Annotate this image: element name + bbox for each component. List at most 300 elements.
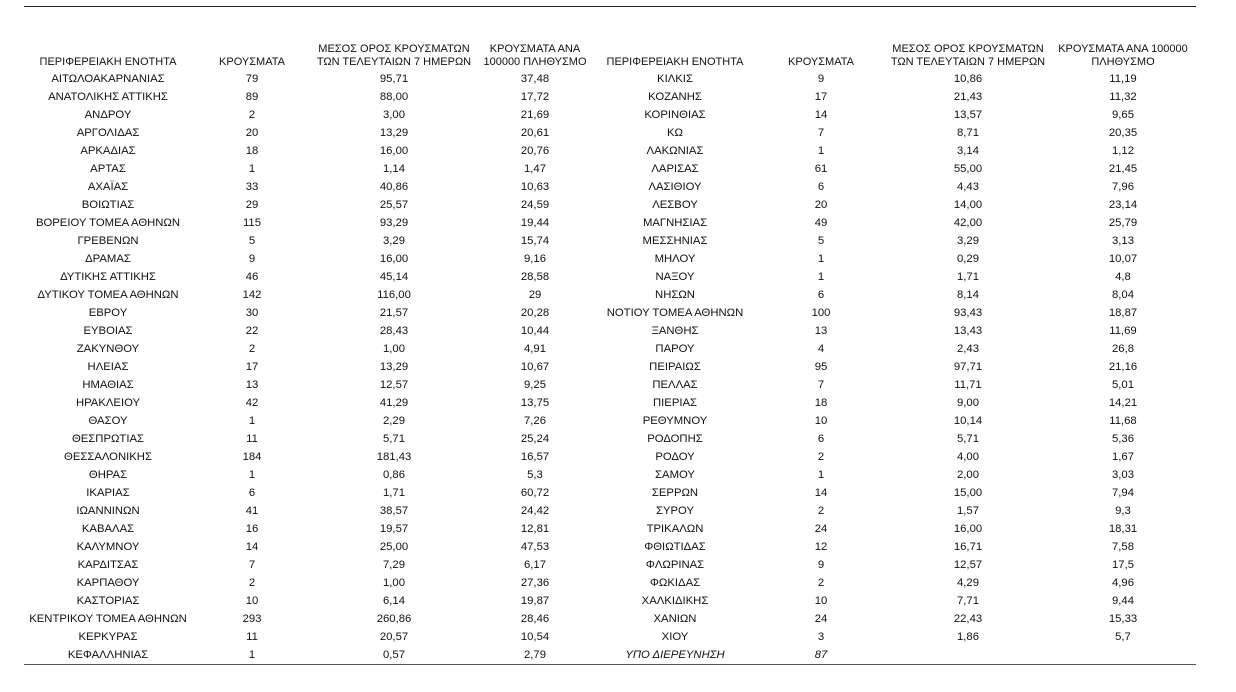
left-cell-region: ΑΡΓΟΛΙΔΑΣ: [76, 127, 140, 139]
right-cell-cases: 10: [814, 595, 828, 607]
header-region: ΠΕΡΙΦΕΡΕΙΑΚΗ ΕΝΟΤΗΤΑ: [606, 56, 744, 68]
left-cell-avg-7-days: 1,71: [383, 487, 405, 499]
left-cell-cases-per-100k: 13,75: [520, 397, 550, 409]
left-cell-region: ΚΑΒΑΛΑΣ: [81, 523, 135, 535]
header-cases: ΚΡΟΥΣΜΑΤΑ: [219, 56, 285, 68]
right-cell-cases: 61: [814, 163, 828, 175]
left-cell-avg-7-days: 260,86: [376, 613, 412, 625]
left-cell-cases: 41: [245, 505, 259, 517]
header-cases: ΚΡΟΥΣΜΑΤΑ: [788, 56, 854, 68]
left-cell-region: ΔΥΤΙΚΟΥ ΤΟΜΕΑ ΑΘΗΝΩΝ: [37, 289, 179, 301]
right-cell-region: ΛΑΚΩΝΙΑΣ: [646, 145, 704, 157]
right-cell-avg-7-days: 1,86: [957, 631, 979, 643]
left-cell-region: ΑΧΑΪΑΣ: [87, 181, 129, 193]
right-cell-cases: 2: [817, 577, 825, 589]
right-cell-cases: 13: [814, 325, 828, 337]
left-cell-cases-per-100k: 9,16: [524, 253, 546, 265]
right-cell-avg-7-days: 5,71: [957, 433, 979, 445]
left-cell-region: ΑΝΑΤΟΛΙΚΗΣ ΑΤΤΙΚΗΣ: [48, 91, 168, 103]
left-cell-avg-7-days: 1,00: [383, 343, 405, 355]
table-row: [24, 646, 1196, 664]
table-row: [24, 592, 1196, 610]
left-cell-cases-per-100k: 10,44: [520, 325, 550, 337]
right-cell-avg-7-days: 42,00: [953, 217, 983, 229]
header-cases-per-100k: ΚΡΟΥΣΜΑΤΑ ΑΝΑ 100000 ΠΛΗΘΥΣΜΟ: [1058, 43, 1188, 68]
left-cell-cases-per-100k: 5,3: [527, 469, 543, 481]
right-cell-region: ΠΑΡΟΥ: [655, 343, 695, 355]
left-cell-avg-7-days: 28,43: [379, 325, 409, 337]
left-cell-region: ΑΡΚΑΔΙΑΣ: [80, 145, 136, 157]
right-cell-region: ΦΩΚΙΔΑΣ: [649, 577, 701, 589]
left-cell-avg-7-days: 1,00: [383, 577, 405, 589]
left-cell-avg-7-days: 93,29: [379, 217, 409, 229]
table-row: [24, 502, 1196, 520]
left-cell-cases-per-100k: 24,42: [520, 505, 550, 517]
right-cell-cases-per-100k: 3,13: [1112, 235, 1134, 247]
table-row: [24, 232, 1196, 250]
left-cell-region: ΚΕΡΚΥΡΑΣ: [78, 631, 138, 643]
right-cell-avg-7-days: 3,29: [957, 235, 979, 247]
left-cell-region: ΚΕΦΑΛΛΗΝΙΑΣ: [67, 649, 149, 661]
left-cell-avg-7-days: 3,29: [383, 235, 405, 247]
right-cell-cases-per-100k: 15,33: [1108, 613, 1138, 625]
right-cell-avg-7-days: 13,57: [953, 109, 983, 121]
right-cell-cases-per-100k: 1,67: [1112, 451, 1134, 463]
left-cell-cases: 22: [245, 325, 259, 337]
left-cell-cases-per-100k: 9,25: [524, 379, 546, 391]
right-cell-region: ΣΑΜΟΥ: [655, 469, 695, 481]
right-cell-region: ΣΕΡΡΩΝ: [651, 487, 699, 499]
left-cell-cases-per-100k: 10,67: [520, 361, 550, 373]
header-avg-7-days: ΜΕΣΟΣ ΟΡΟΣ ΚΡΟΥΣΜΑΤΩΝ ΤΩΝ ΤΕΛΕΥΤΑΙΩΝ 7 ΗΜΕΡΩΝ: [890, 43, 1046, 68]
table-row: [24, 628, 1196, 646]
left-cell-cases: 7: [248, 559, 256, 571]
left-cell-avg-7-days: 38,57: [379, 505, 409, 517]
left-cell-cases-per-100k: 25,24: [520, 433, 550, 445]
right-cell-avg-7-days: 16,71: [953, 541, 983, 553]
left-cell-cases-per-100k: 4,91: [524, 343, 546, 355]
right-cell-cases-per-100k: 25,79: [1108, 217, 1138, 229]
left-cell-avg-7-days: 181,43: [376, 451, 412, 463]
left-cell-cases: 46: [245, 271, 259, 283]
right-cell-avg-7-days: 10,86: [953, 73, 983, 85]
left-cell-cases: 89: [245, 91, 259, 103]
bottom-rule: [24, 664, 1196, 665]
left-cell-avg-7-days: 16,00: [379, 145, 409, 157]
right-cell-region: ΝΑΞΟΥ: [655, 271, 695, 283]
right-cell-region: ΚΙΛΚΙΣ: [657, 73, 693, 85]
left-cell-cases-per-100k: 6,17: [524, 559, 546, 571]
right-cell-cases: 3: [817, 631, 825, 643]
right-cell-cases-per-100k: 26,8: [1112, 343, 1134, 355]
right-cell-avg-7-days: 2,43: [957, 343, 979, 355]
table-row: [24, 466, 1196, 484]
left-cell-cases: 79: [245, 73, 259, 85]
left-cell-cases: 20: [245, 127, 259, 139]
table-row: [24, 250, 1196, 268]
table-row: [24, 538, 1196, 556]
right-cell-cases: 6: [817, 289, 825, 301]
right-cell-cases: 10: [814, 415, 828, 427]
left-cell-cases: 17: [245, 361, 259, 373]
right-cell-cases: 7: [817, 379, 825, 391]
right-cell-region: ΜΕΣΣΗΝΙΑΣ: [642, 235, 708, 247]
left-cell-avg-7-days: 3,00: [383, 109, 405, 121]
left-cell-cases-per-100k: 15,74: [520, 235, 550, 247]
left-cell-region: ΑΙΤΩΛΟΑΚΑΡΝΑΝΙΑΣ: [51, 73, 165, 85]
right-cell-cases: 1: [817, 253, 825, 265]
left-cell-cases-per-100k: 2,79: [524, 649, 546, 661]
right-cell-cases-per-100k: 5,7: [1115, 631, 1131, 643]
left-cell-region: ΖΑΚΥΝΘΟΥ: [76, 343, 140, 355]
header-region: ΠΕΡΙΦΕΡΕΙΑΚΗ ΕΝΟΤΗΤΑ: [39, 56, 177, 68]
right-cell-region: ΛΕΣΒΟΥ: [652, 199, 698, 211]
right-cell-region: ΠΕΙΡΑΙΩΣ: [649, 361, 701, 373]
right-cell-region: ΠΕΛΛΑΣ: [652, 379, 698, 391]
right-cell-region: ΝΗΣΩΝ: [655, 289, 695, 301]
left-cell-region: ΘΕΣΠΡΩΤΙΑΣ: [71, 433, 144, 445]
right-cell-avg-7-days: 55,00: [953, 163, 983, 175]
right-cell-cases-per-100k: 11,69: [1109, 325, 1137, 337]
left-cell-avg-7-days: 45,14: [379, 271, 409, 283]
left-cell-cases-per-100k: 12,81: [520, 523, 550, 535]
right-cell-cases-per-100k: 1,12: [1112, 145, 1134, 157]
table-row: [24, 106, 1196, 124]
right-cell-avg-7-days: 2,00: [957, 469, 979, 481]
table-row: [24, 376, 1196, 394]
left-cell-avg-7-days: 19,57: [379, 523, 409, 535]
right-cell-region: ΧΑΛΚΙΔΙΚΗΣ: [641, 595, 709, 607]
left-cell-cases: 11: [246, 631, 258, 643]
right-cell-region: ΝΟΤΙΟΥ ΤΟΜΕΑ ΑΘΗΝΩΝ: [606, 307, 744, 319]
left-cell-cases: 184: [242, 451, 262, 463]
table-row: [24, 610, 1196, 628]
right-cell-cases: 1: [817, 271, 825, 283]
right-cell-region: ΠΙΕΡΙΑΣ: [652, 397, 698, 409]
right-cell-cases: 18: [814, 397, 828, 409]
right-cell-cases-per-100k: 3,03: [1112, 469, 1134, 481]
left-cell-region: ΒΟΡΕΙΟΥ ΤΟΜΕΑ ΑΘΗΝΩΝ: [35, 217, 181, 229]
right-cell-avg-7-days: 12,57: [953, 559, 983, 571]
right-cell-cases-per-100k: [1050, 646, 1196, 664]
right-cell-cases-per-100k: 7,58: [1112, 541, 1134, 553]
left-cell-cases-per-100k: 24,59: [520, 199, 550, 211]
left-cell-cases: 30: [245, 307, 259, 319]
right-cell-region: ΜΑΓΝΗΣΙΑΣ: [642, 217, 708, 229]
left-cell-region: ΘΕΣΣΑΛΟΝΙΚΗΣ: [64, 451, 152, 463]
table-row: [24, 214, 1196, 232]
right-cell-cases-per-100k: 5,36: [1112, 433, 1134, 445]
right-cell-region: ΜΗΛΟΥ: [654, 253, 696, 265]
left-cell-cases: 293: [242, 613, 262, 625]
left-cell-cases: 1: [248, 163, 256, 175]
left-cell-cases-per-100k: 28,46: [520, 613, 550, 625]
table-row: [24, 430, 1196, 448]
table-row: [24, 286, 1196, 304]
left-cell-cases-per-100k: 21,69: [520, 109, 550, 121]
right-cell-avg-7-days: 13,43: [953, 325, 983, 337]
right-cell-region: ΧΑΝΙΩΝ: [653, 613, 697, 625]
left-cell-cases: 16: [245, 523, 259, 535]
left-cell-avg-7-days: 7,29: [383, 559, 405, 571]
right-cell-region: ΡΟΔΟΥ: [655, 451, 695, 463]
right-cell-cases-per-100k: 21,16: [1108, 361, 1138, 373]
left-cell-cases: 6: [248, 487, 256, 499]
right-cell-cases: 1: [817, 145, 825, 157]
right-cell-cases: 100: [811, 307, 831, 319]
table-body: [24, 70, 1196, 664]
left-cell-region: ΗΡΑΚΛΕΙΟΥ: [75, 397, 141, 409]
right-cell-avg-7-days: 22,43: [953, 613, 983, 625]
left-cell-cases-per-100k: 7,26: [524, 415, 546, 427]
left-cell-cases-per-100k: 29: [528, 289, 542, 301]
table-row: [24, 484, 1196, 502]
left-cell-region: ΓΡΕΒΕΝΩΝ: [77, 235, 139, 247]
left-cell-cases: 1: [248, 415, 256, 427]
right-cell-avg-7-days: 97,71: [953, 361, 983, 373]
table-row: [24, 70, 1196, 88]
right-cell-cases: 24: [814, 613, 828, 625]
left-cell-cases-per-100k: 16,57: [520, 451, 550, 463]
table-row: [24, 178, 1196, 196]
right-cell-cases-per-100k: 17,5: [1112, 559, 1134, 571]
left-cell-avg-7-days: 25,00: [379, 541, 409, 553]
left-cell-cases: 10: [245, 595, 259, 607]
left-cell-cases: 2: [248, 343, 256, 355]
left-cell-cases: 2: [248, 577, 256, 589]
right-cell-cases: 4: [817, 343, 825, 355]
left-cell-region: ΚΑΡΠΑΘΟΥ: [76, 577, 140, 589]
right-cell-cases-per-100k: 21,45: [1108, 163, 1138, 175]
right-cell-avg-7-days: 4,43: [957, 181, 979, 193]
right-cell-cases: 6: [817, 433, 825, 445]
left-cell-cases-per-100k: 37,48: [520, 73, 550, 85]
left-cell-avg-7-days: 116,00: [377, 289, 411, 301]
left-cell-avg-7-days: 25,57: [379, 199, 409, 211]
table-row: [24, 124, 1196, 142]
left-cell-cases-per-100k: 20,76: [520, 145, 550, 157]
left-cell-avg-7-days: 21,57: [379, 307, 409, 319]
left-cell-cases: 1: [248, 649, 256, 661]
right-cell-cases: 14: [814, 109, 828, 121]
left-cell-cases-per-100k: 20,28: [520, 307, 550, 319]
left-cell-avg-7-days: 41,29: [379, 397, 409, 409]
right-cell-cases: 2: [817, 505, 825, 517]
right-cell-avg-7-days: 0,29: [957, 253, 979, 265]
left-cell-cases-per-100k: 10,54: [520, 631, 550, 643]
right-cell-avg-7-days: 7,71: [957, 595, 979, 607]
table-row: [24, 196, 1196, 214]
right-cell-cases-per-100k: 20,35: [1108, 127, 1138, 139]
right-cell-cases: 20: [814, 199, 828, 211]
left-cell-region: ΒΟΙΩΤΙΑΣ: [81, 199, 135, 211]
left-cell-region: ΑΝΔΡΟΥ: [84, 109, 132, 121]
left-cell-avg-7-days: 0,86: [383, 469, 405, 481]
left-cell-cases-per-100k: 20,61: [520, 127, 550, 139]
right-cell-cases: 6: [817, 181, 825, 193]
left-cell-region: ΘΗΡΑΣ: [88, 469, 128, 481]
right-cell-avg-7-days: 16,00: [953, 523, 983, 535]
left-cell-region: ΘΑΣΟΥ: [88, 415, 128, 427]
left-cell-cases: 42: [245, 397, 259, 409]
right-cell-avg-7-days: 14,00: [953, 199, 983, 211]
left-cell-cases-per-100k: 17,72: [520, 91, 550, 103]
right-cell-cases-per-100k: 18,87: [1108, 307, 1138, 319]
right-cell-cases-per-100k: 14,21: [1108, 397, 1138, 409]
table-row: [24, 88, 1196, 106]
left-cell-avg-7-days: 20,57: [379, 631, 409, 643]
right-cell-cases: 17: [814, 91, 828, 103]
left-cell-cases: 18: [245, 145, 259, 157]
left-cell-avg-7-days: 5,71: [383, 433, 405, 445]
right-cell-cases-per-100k: 4,8: [1115, 271, 1131, 283]
left-cell-avg-7-days: 16,00: [379, 253, 409, 265]
right-cell-cases-per-100k: 7,96: [1112, 181, 1134, 193]
right-cell-cases: 9: [817, 559, 825, 571]
left-cell-cases: 11: [246, 433, 258, 445]
right-cell-cases: 9: [817, 73, 825, 85]
left-cell-cases-per-100k: 28,58: [520, 271, 550, 283]
right-cell-cases: 5: [817, 235, 825, 247]
right-cell-cases: 14: [814, 487, 828, 499]
left-cell-avg-7-days: 88,00: [379, 91, 409, 103]
right-cell-avg-7-days: 1,71: [957, 271, 979, 283]
left-cell-cases-per-100k: 10,63: [520, 181, 550, 193]
table-row: [24, 304, 1196, 322]
right-cell-avg-7-days: 93,43: [953, 307, 983, 319]
left-cell-avg-7-days: 1,14: [383, 163, 405, 175]
left-cell-cases: 5: [248, 235, 256, 247]
left-cell-cases-per-100k: 19,87: [520, 595, 550, 607]
right-cell-cases-per-100k: 7,94: [1112, 487, 1134, 499]
right-cell-cases: 49: [814, 217, 828, 229]
right-cell-region: ΣΥΡΟΥ: [655, 505, 694, 517]
left-cell-avg-7-days: 13,29: [379, 361, 409, 373]
table-row: [24, 448, 1196, 466]
top-rule: [24, 6, 1196, 7]
left-cell-cases: 115: [242, 217, 261, 229]
right-cell-region: ΤΡΙΚΑΛΩΝ: [646, 523, 704, 535]
left-cell-cases-per-100k: 60,72: [520, 487, 550, 499]
right-cell-avg-7-days: [886, 646, 1050, 664]
right-cell-avg-7-days: 10,14: [953, 415, 983, 427]
left-cell-region: ΑΡΤΑΣ: [90, 163, 126, 175]
right-cell-cases-per-100k: 5,01: [1112, 379, 1134, 391]
header-cases-per-100k: ΚΡΟΥΣΜΑΤΑ ΑΝΑ 100000 ΠΛΗΘΥΣΜΟ: [483, 43, 587, 68]
left-cell-cases-per-100k: 1,47: [524, 163, 546, 175]
left-cell-region: ΗΜΑΘΙΑΣ: [82, 379, 134, 391]
table-row: [24, 322, 1196, 340]
table-row: [24, 556, 1196, 574]
left-cell-avg-7-days: 95,71: [379, 73, 409, 85]
left-cell-region: ΚΕΝΤΡΙΚΟΥ ΤΟΜΕΑ ΑΘΗΝΩΝ: [29, 613, 187, 625]
right-cell-region: ΡΟΔΟΠΗΣ: [647, 433, 703, 445]
left-cell-cases: 1: [248, 469, 256, 481]
left-cell-region: ΕΒΡΟΥ: [88, 307, 128, 319]
right-cell-cases-per-100k: 9,3: [1115, 505, 1131, 517]
header-avg-7-days: ΜΕΣΟΣ ΟΡΟΣ ΚΡΟΥΣΜΑΤΩΝ ΤΩΝ ΤΕΛΕΥΤΑΙΩΝ 7 ΗΜΕΡΩΝ: [316, 43, 472, 68]
left-cell-cases: 142: [242, 289, 262, 301]
left-cell-avg-7-days: 40,86: [379, 181, 409, 193]
right-cell-region: ΚΩ: [667, 127, 683, 139]
right-cell-cases-per-100k: 11,32: [1109, 91, 1137, 103]
right-cell-cases-per-100k: 8,04: [1112, 289, 1134, 301]
left-cell-cases: 9: [248, 253, 256, 265]
right-cell-avg-7-days: 8,14: [957, 289, 979, 301]
right-cell-cases-per-100k: 23,14: [1108, 199, 1138, 211]
right-cell-cases: 24: [814, 523, 828, 535]
left-cell-cases-per-100k: 27,36: [520, 577, 550, 589]
left-cell-region: ΚΑΣΤΟΡΙΑΣ: [76, 595, 140, 607]
table-row: [24, 574, 1196, 592]
right-cell-cases: 2: [817, 451, 825, 463]
right-cell-cases-per-100k: 11,68: [1109, 415, 1137, 427]
right-cell-cases: 1: [817, 469, 825, 481]
left-cell-avg-7-days: 13,29: [379, 127, 409, 139]
table-row: [24, 268, 1196, 286]
right-cell-region: ΡΕΘΥΜΝΟΥ: [642, 415, 708, 427]
left-cell-cases: 14: [245, 541, 259, 553]
right-cell-region: ΦΛΩΡΙΝΑΣ: [645, 559, 705, 571]
right-cell-cases-per-100k: 10,07: [1108, 253, 1138, 265]
right-cell-region: ΧΙΟΥ: [661, 631, 689, 643]
left-cell-avg-7-days: 6,14: [383, 595, 405, 607]
right-cell-region: ΚΟΖΑΝΗΣ: [648, 91, 702, 103]
right-cell-avg-7-days: 1,57: [957, 505, 979, 517]
right-cell-cases-per-100k: 9,65: [1112, 109, 1134, 121]
left-cell-cases: 33: [245, 181, 259, 193]
left-cell-cases-per-100k: 19,44: [520, 217, 550, 229]
left-cell-region: ΔΥΤΙΚΗΣ ΑΤΤΙΚΗΣ: [60, 271, 156, 283]
table-row: [24, 412, 1196, 430]
table-header-row: [24, 26, 1196, 70]
table-row: [24, 520, 1196, 538]
right-cell-cases-per-100k: 4,96: [1112, 577, 1134, 589]
table-row: [24, 142, 1196, 160]
left-cell-cases-per-100k: 47,53: [520, 541, 550, 553]
right-cell-cases: 7: [817, 127, 825, 139]
right-cell-cases: 12: [814, 541, 828, 553]
table-row: [24, 358, 1196, 376]
table-row: [24, 340, 1196, 358]
right-cell-avg-7-days: 21,43: [953, 91, 983, 103]
right-cell-region: ΦΘΙΩΤΙΔΑΣ: [644, 541, 706, 553]
right-cell-avg-7-days: 3,14: [957, 145, 979, 157]
right-cell-cases: 87: [814, 649, 828, 661]
right-cell-cases-per-100k: 18,31: [1108, 523, 1138, 535]
table-row: [24, 160, 1196, 178]
left-cell-region: ΚΑΡΔΙΤΣΑΣ: [77, 559, 139, 571]
left-cell-region: ΙΩΑΝΝΙΝΩΝ: [76, 505, 140, 517]
right-cell-cases-per-100k: 11,19: [1109, 73, 1137, 85]
right-cell-avg-7-days: 4,00: [957, 451, 979, 463]
left-cell-region: ΕΥΒΟΙΑΣ: [83, 325, 133, 337]
left-cell-region: ΙΚΑΡΙΑΣ: [86, 487, 130, 499]
left-cell-avg-7-days: 12,57: [379, 379, 409, 391]
right-cell-avg-7-days: 11,71: [954, 379, 982, 391]
cases-table: [24, 26, 1196, 664]
right-cell-region: ΞΑΝΘΗΣ: [651, 325, 699, 337]
right-cell-avg-7-days: 9,00: [957, 397, 979, 409]
right-cell-avg-7-days: 8,71: [957, 127, 979, 139]
left-cell-cases: 2: [248, 109, 256, 121]
left-cell-avg-7-days: 2,29: [383, 415, 405, 427]
right-cell-region: ΥΠΟ ΔΙΕΡΕΥΝΗΣΗ: [625, 649, 725, 661]
table-row: [24, 394, 1196, 412]
right-cell-region: ΛΑΡΙΣΑΣ: [651, 163, 699, 175]
left-cell-region: ΚΑΛΥΜΝΟΥ: [76, 541, 140, 553]
left-cell-region: ΔΡΑΜΑΣ: [85, 253, 131, 265]
